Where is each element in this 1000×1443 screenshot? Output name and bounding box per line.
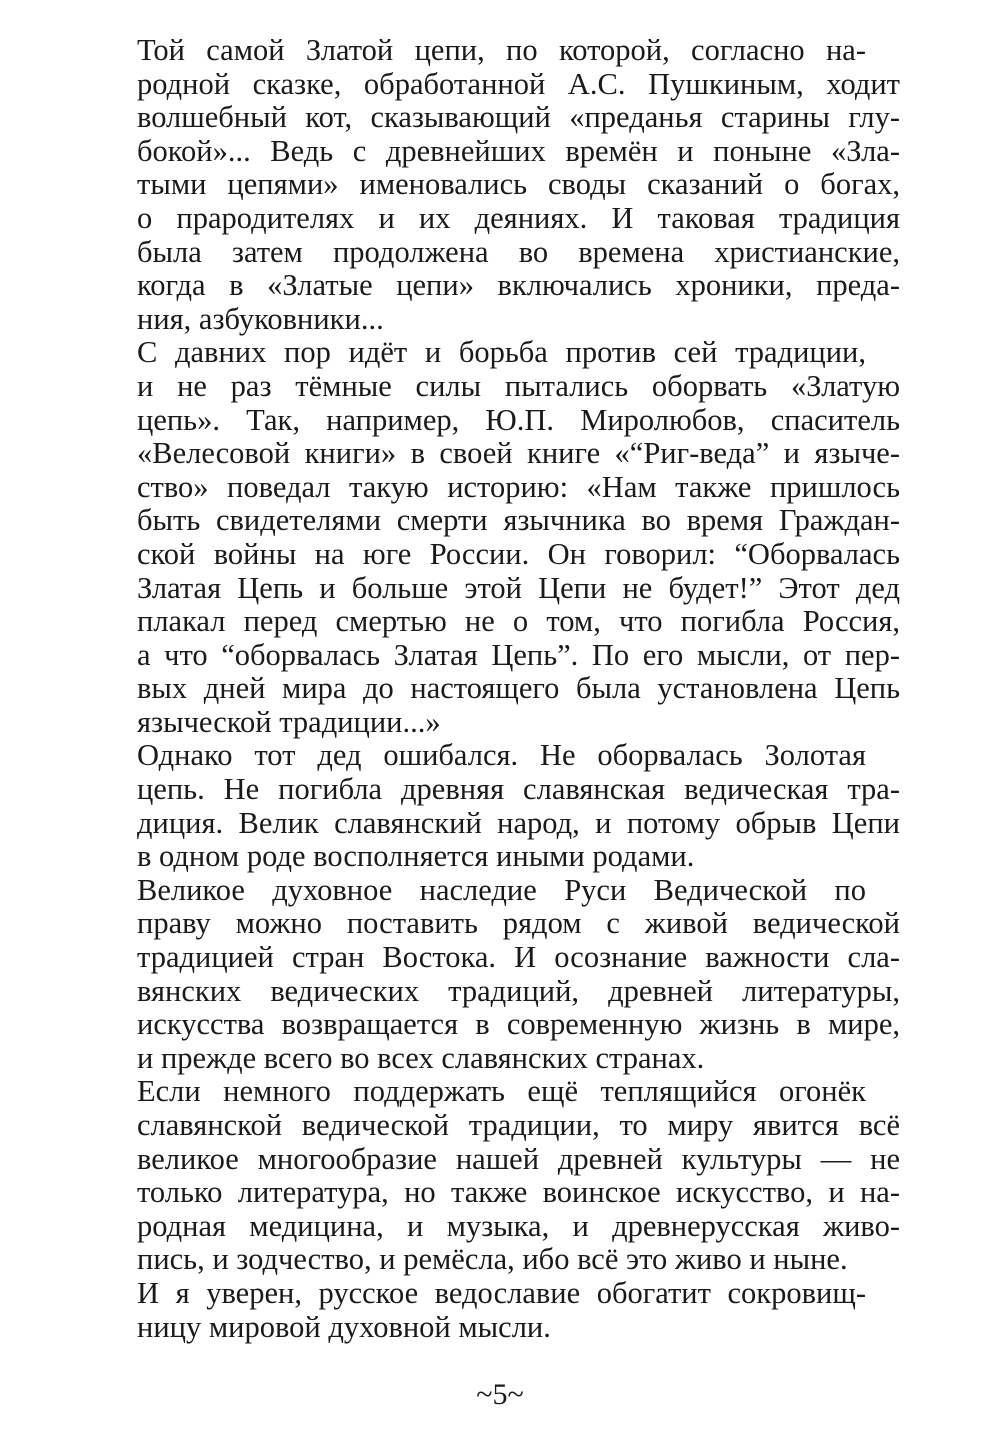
text-line: цепь. Не погибла древняя славянская ведическая тра- [137, 772, 900, 807]
text-line: была затем продолжена во времена христианские, [137, 234, 900, 269]
text-line: а что “оборвалась Златая Цепь”. По его мысли, от пер- [137, 637, 900, 672]
text-line: цепь». Так, например, Ю.П. Миролюбов, спаситель [137, 402, 900, 437]
text-line: искусства возвращается в современную жизнь в мире, [137, 1007, 900, 1042]
text-line: только литература, но также воинское искусство, и на- [137, 1175, 900, 1210]
text-line: быть свидетелями смерти язычника во время Граждан- [137, 503, 900, 538]
text-line: праву можно поставить рядом с живой ведической [137, 906, 900, 941]
text-line: славянской ведической традиции, то миру явится всё [137, 1108, 900, 1142]
paragraph-1 [103, 34, 900, 336]
text-line: плакал перед смертью не о том, что погибла Россия, [137, 604, 900, 639]
text-line: в одном роде восполняется иными родами. [137, 839, 695, 874]
text-line: волшебный кот, сказывающий «преданья старины глу- [137, 100, 900, 135]
paragraph-4 [103, 874, 900, 1076]
text-line: вянских ведических традиций, древней литературы, [137, 973, 900, 1008]
text-line: великое многообразие нашей древней культуры — не [137, 1141, 900, 1176]
text-line: вых дней мира до настоящего была установлена Цепь [137, 671, 900, 706]
text-line: бокой»... Ведь с древнейших времён и поныне «Зла- [137, 133, 900, 168]
text-line: родная медицина, и музыка, и древнерусская живо- [137, 1208, 900, 1243]
text-line: С давних пор идёт и борьба против сей традиции, [137, 335, 866, 370]
page-number: ~5~ [476, 1378, 524, 1411]
text-line: Великое духовное наследие Руси Ведической по [137, 872, 866, 907]
paragraph-5 [103, 1075, 900, 1277]
paragraph-2 [103, 336, 900, 739]
text-line: Если немного поддержать ещё теплящийся огонёк [137, 1074, 866, 1109]
paragraph-6 [103, 1277, 900, 1344]
text-line: родной сказке, обработанной А.С. Пушкиным, ходит [137, 66, 900, 101]
text-line: «Велесовой книги» в своей книге «“Риг-веда” и языче- [137, 436, 900, 471]
text-line: тыми цепями» именовались своды сказаний о богах, [137, 167, 900, 202]
page-body [103, 34, 900, 1344]
text-line: диция. Велик славянский народ, и потому обрыв Цепи [137, 805, 900, 840]
text-line: языческой традиции...» [137, 704, 441, 739]
text-line: И я уверен, русское ведославие обогатит сокровищ- [137, 1275, 866, 1310]
paragraph-3 [103, 739, 900, 873]
text-line: Однако тот дед ошибался. Не оборвалась Золотая [137, 738, 866, 773]
text-line: ство» поведал такую историю: «Нам также пришлось [137, 469, 900, 504]
text-line: ской войны на юге России. Он говорил: “Оборвалась [137, 536, 900, 571]
text-line: и прежде всего во всех славянских странах. [137, 1040, 705, 1075]
text-line: Златая Цепь и больше этой Цепи не будет!” Этот дед [137, 570, 900, 605]
text-line: когда в «Златые цепи» включались хроники, преда- [137, 268, 900, 303]
text-line: ния, азбуковники... [137, 301, 384, 336]
text-line: и не раз тёмные силы пытались оборвать «Златую [137, 368, 900, 403]
text-line: пись, и зодчество, и ремёсла, ибо всё это живо и ныне. [137, 1242, 848, 1277]
text-line: Той самой Златой цепи, по которой, согласно на- [137, 33, 866, 67]
text-line: о прародителях и их деяниях. И таковая традиция [137, 200, 900, 235]
text-line: ницу мировой духовной мысли. [137, 1309, 551, 1344]
text-line: традицией стран Востока. И осознание важности сла- [137, 940, 900, 975]
